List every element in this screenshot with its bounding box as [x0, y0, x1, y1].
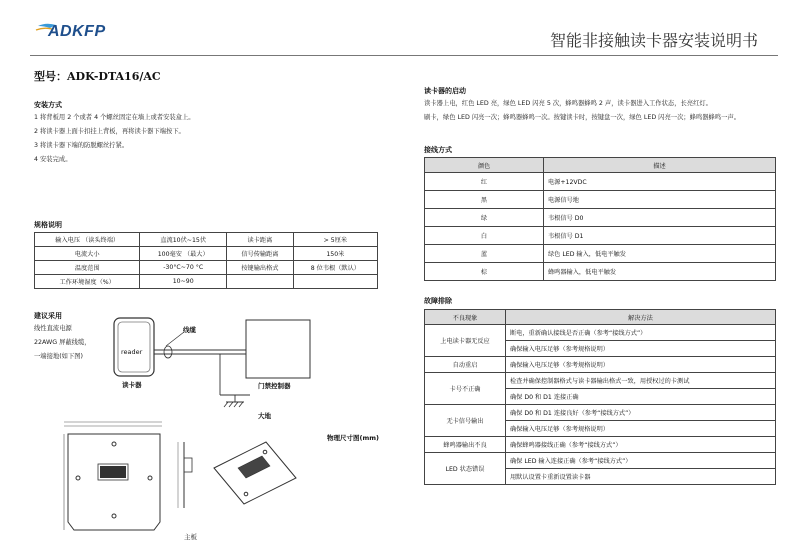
- solution-cell: 检查并确保控制器格式与读卡器输出格式一致，用授权过的卡测试: [506, 373, 776, 389]
- table-row: [35, 275, 378, 289]
- wire-color: 白: [425, 227, 544, 245]
- table-row: [425, 209, 776, 227]
- solution-cell: 用默认设置卡重新设置读卡器: [506, 469, 776, 485]
- trouble-heading: 故障排除: [424, 297, 452, 305]
- backplate-label: 主板: [184, 533, 197, 541]
- startup-line: 读卡器上电，红色 LED 亮，绿色 LED 闪亮 5 次，蜂鸣器蜂鸣 2 声，读卡器进入工作状态，长亮红灯。: [424, 100, 712, 107]
- recommend-heading: 建议采用: [34, 312, 62, 320]
- ground-label: 大地: [258, 412, 271, 420]
- dimension-drawings: [34, 412, 334, 540]
- document-title: 智能非接触读卡器安装说明书: [549, 31, 758, 50]
- spec-cell: [293, 275, 377, 289]
- install-step: 4 安装完成。: [34, 156, 72, 163]
- spec-cell: 信号传输距离: [227, 247, 294, 261]
- model-number: 型号：ADK-DTA16/AC: [34, 70, 161, 83]
- symptom-cell: 蜂鸣器输出不良: [425, 437, 506, 453]
- wire-color: 绿: [425, 209, 544, 227]
- spec-cell: 10~90: [140, 275, 227, 289]
- spec-cell: 温度范围: [35, 261, 140, 275]
- table-row: [425, 227, 776, 245]
- table-row: [425, 325, 776, 341]
- solution-cell: 确保蜂鸣器接线正确（参考“接线方式”）: [506, 437, 776, 453]
- reader-label: 读卡器: [122, 381, 142, 389]
- troubleshooting-table: [424, 309, 776, 485]
- symptom-cell: 上电读卡器无反应: [425, 325, 506, 357]
- spec-cell: -30°C~70 °C: [140, 261, 227, 275]
- wire-color: 红: [425, 173, 544, 191]
- startup-text: [424, 97, 784, 125]
- symptom-cell: 卡号不正确: [425, 373, 506, 405]
- specs-heading: 规格说明: [34, 221, 62, 229]
- wiring-diagram: [100, 310, 390, 420]
- cable-label: 线缆: [183, 326, 196, 334]
- spec-cell: > 5厘米: [293, 233, 377, 247]
- wire-description: 电源信号地: [544, 191, 776, 209]
- recommend-lines: [34, 322, 91, 364]
- wire-description: 韦根信号 D0: [544, 209, 776, 227]
- wire-description: 韦根信号 D1: [544, 227, 776, 245]
- wiring-heading: 接线方式: [424, 146, 452, 154]
- spec-cell: 按键输出格式: [227, 261, 294, 275]
- spec-cell: 100毫安 （最大）: [140, 247, 227, 261]
- solution-cell: 确保 D0 和 D1 连接正确: [506, 389, 776, 405]
- symptom-cell: 无卡信号输出: [425, 405, 506, 437]
- table-row: [425, 373, 776, 389]
- table-header-row: [425, 310, 776, 325]
- controller-label: 门禁控制器: [258, 382, 291, 390]
- spec-cell: 电流大小: [35, 247, 140, 261]
- spec-cell: [227, 275, 294, 289]
- symptom-cell: LED 状态错误: [425, 453, 506, 485]
- startup-heading: 读卡器的启动: [424, 87, 466, 95]
- column-header-color: 颜色: [425, 158, 544, 173]
- spec-cell: 工作环境湿度（%）: [35, 275, 140, 289]
- wire-color: 蓝: [425, 245, 544, 263]
- install-step: 2 将读卡器上面卡扣挂上背板，再将读卡器下端按下。: [34, 128, 185, 135]
- table-header-row: [425, 158, 776, 173]
- startup-line: 刷卡，绿色 LED 闪亮一次；蜂鸣器蜂鸣一次。按键读卡时，按键盘一次，绿色 LED 闪亮一次；蜂鸣器蜂鸣一声。: [424, 114, 741, 121]
- spec-cell: 直流10伏~15伏: [140, 233, 227, 247]
- spec-cell: 8 位韦根（默认）: [293, 261, 377, 275]
- recommend-line: 一端接地(如下图): [34, 353, 83, 360]
- table-row: [425, 405, 776, 421]
- wire-color: 棕: [425, 263, 544, 281]
- column-header-description: 描述: [544, 158, 776, 173]
- spec-cell: 输入电压 （读头终端）: [35, 233, 140, 247]
- dimensions-label: 物理尺寸图(mm): [327, 434, 379, 442]
- solution-cell: 断电，重新确认接线是否正确（参考“接线方式”）: [506, 325, 776, 341]
- spec-cell: 读卡距离: [227, 233, 294, 247]
- specs-table: [34, 232, 378, 289]
- recommend-line: 线性直流电源: [34, 325, 72, 332]
- header-divider: [30, 55, 778, 56]
- table-row: [35, 233, 378, 247]
- solution-cell: 确保输入电压足够（参考规格说明）: [506, 357, 776, 373]
- reader-inner-label: reader: [121, 348, 143, 356]
- install-step: 1 将背板用 2 个或者 4 个螺丝固定在墙上或者安装盒上。: [34, 114, 195, 121]
- wire-description: 绿色 LED 输入，低电平触发: [544, 245, 776, 263]
- table-row: [425, 173, 776, 191]
- wiring-table: [424, 157, 776, 281]
- wire-color: 黑: [425, 191, 544, 209]
- table-row: [425, 245, 776, 263]
- logo-text: ADKFP: [48, 23, 106, 40]
- table-row: [425, 437, 776, 453]
- column-header-symptom: 不良现象: [425, 310, 506, 325]
- table-row: [425, 453, 776, 469]
- table-row: [425, 191, 776, 209]
- table-row: [35, 247, 378, 261]
- wire-description: 蜂鸣器输入，低电平触发: [544, 263, 776, 281]
- table-row: [425, 263, 776, 281]
- symptom-cell: 自动重启: [425, 357, 506, 373]
- install-steps: [34, 111, 195, 167]
- solution-cell: 确保输入电压足够（参考规格说明）: [506, 421, 776, 437]
- table-row: [425, 357, 776, 373]
- wire-description: 电源+12VDC: [544, 173, 776, 191]
- column-header-solution: 解决方法: [506, 310, 776, 325]
- recommend-line: 22AWG 屏蔽线缆，: [34, 339, 91, 346]
- install-step: 3 将读卡器下端的防脱螺丝拧紧。: [34, 142, 129, 149]
- solution-cell: 确保 D0 和 D1 连接良好（参考“接线方式”）: [506, 405, 776, 421]
- table-row: [35, 261, 378, 275]
- install-heading: 安装方式: [34, 101, 62, 109]
- solution-cell: 确保 LED 输入连接正确（参考“接线方式”）: [506, 453, 776, 469]
- solution-cell: 确保输入电压足够（参考规格说明）: [506, 341, 776, 357]
- spec-cell: 150米: [293, 247, 377, 261]
